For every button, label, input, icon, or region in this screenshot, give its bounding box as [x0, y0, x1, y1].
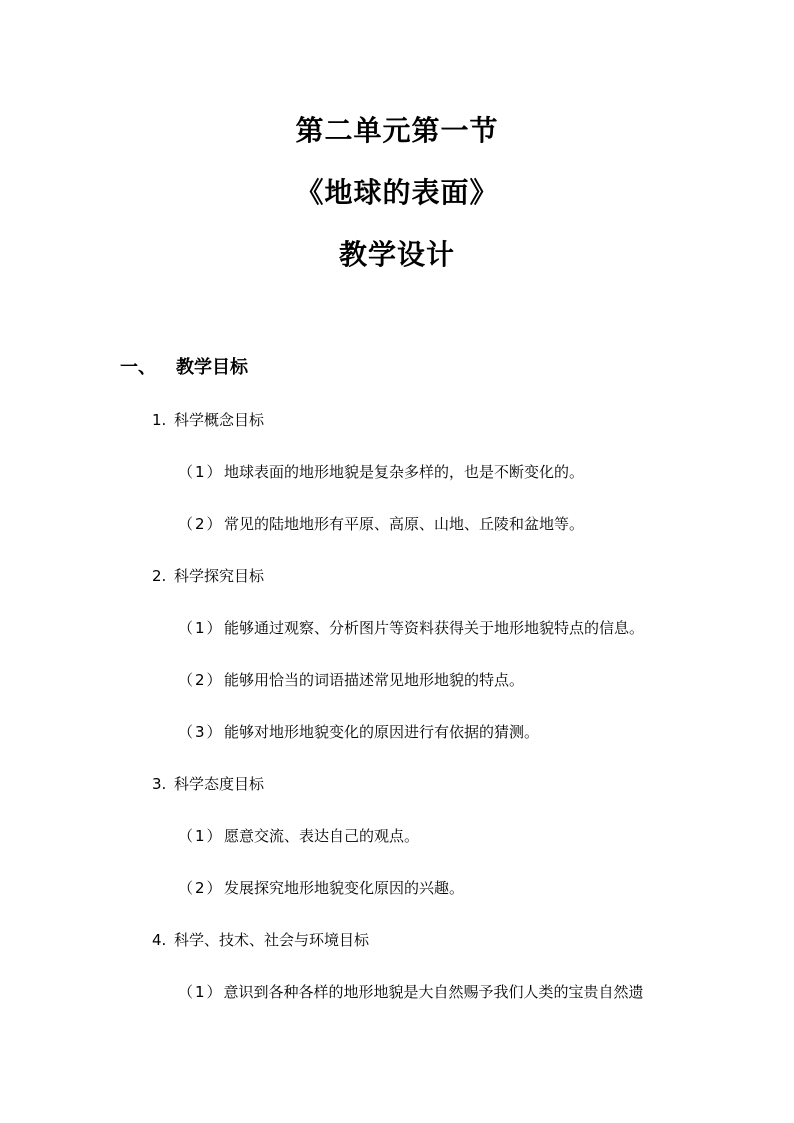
item-text: 常见的陆地地形有平原、高原、山地、丘陵和盆地等。 [224, 515, 585, 533]
list-item [178, 722, 539, 742]
subsection-number: 3. [152, 775, 167, 793]
item-text: 发展探究地形地貌变化原因的兴趣。 [224, 879, 465, 897]
subsection-heading [152, 410, 264, 430]
section-number: 一、 [120, 357, 156, 378]
item-text: 愿意交流、表达自己的观点。 [224, 827, 420, 845]
subsection-heading [152, 566, 264, 586]
item-marker: （1） [178, 463, 224, 481]
subsection-number: 2. [152, 567, 167, 585]
item-text: 能够用恰当的词语描述常见地形地貌的特点。 [224, 671, 525, 689]
section-heading [120, 356, 248, 380]
item-marker: （1） [178, 827, 224, 845]
item-marker: （2） [178, 671, 224, 689]
subsection-heading [152, 930, 369, 950]
item-text: 能够对地形地貌变化的原因进行有依据的猜测。 [224, 723, 540, 741]
list-item [178, 462, 584, 482]
item-marker: （1） [178, 983, 224, 1001]
item-marker: （3） [178, 723, 224, 741]
list-item [178, 618, 644, 638]
subsection-label: 科学、技术、社会与环境目标 [174, 931, 370, 949]
doc-title-line-3: 教学设计 [338, 238, 455, 271]
item-text: 能够通过观察、分析图片等资料获得关于地形地貌特点的信息。 [224, 619, 645, 637]
item-text: 意识到各种各样的地形地貌是大自然赐予我们人类的宝贵自然遗 [223, 983, 644, 1001]
subsection-label: 科学态度目标 [174, 775, 265, 793]
subsection-number: 1. [152, 411, 167, 429]
list-item [178, 826, 419, 846]
subsection-label: 科学探究目标 [174, 567, 265, 585]
list-item [178, 514, 584, 534]
doc-title-line-1: 第二单元第一节 [295, 114, 499, 147]
list-item [178, 878, 464, 898]
item-text: 地球表面的地形地貌是复杂多样的，也是不断变化的。 [224, 463, 585, 481]
item-marker: （2） [178, 879, 224, 897]
list-item [178, 670, 524, 690]
subsection-label: 科学概念目标 [174, 411, 265, 429]
list-item [178, 982, 644, 1002]
subsection-number: 4. [152, 931, 167, 949]
subsection-heading [152, 774, 264, 794]
section-label: 教学目标 [176, 357, 248, 378]
item-marker: （2） [178, 515, 224, 533]
item-marker: （1） [178, 619, 224, 637]
doc-title-line-2: 《地球的表面》 [295, 176, 499, 209]
